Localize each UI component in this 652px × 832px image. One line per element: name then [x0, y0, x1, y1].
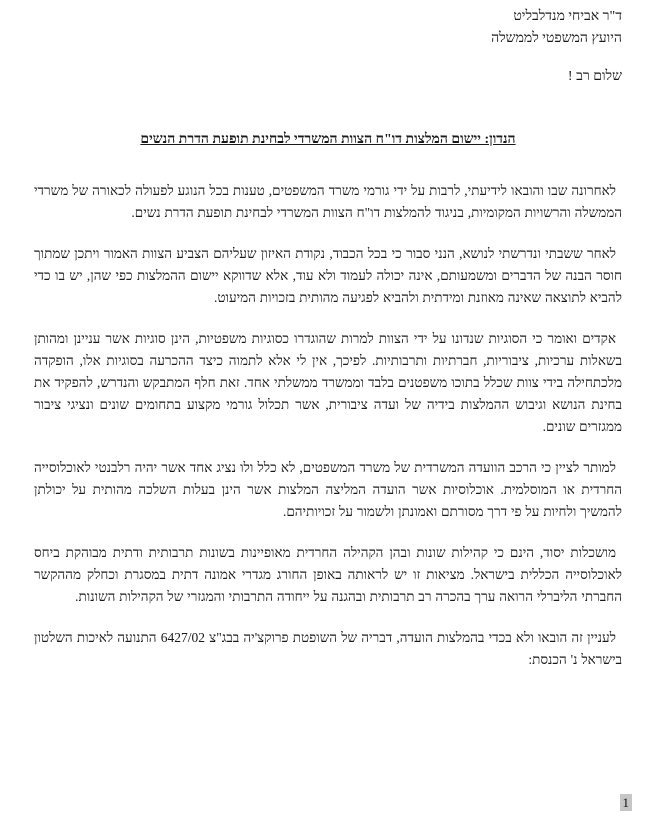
recipient-title: היועץ המשפטי לממשלה	[491, 31, 622, 46]
paragraph: לעניין זה הובאו ולא בכדי בהמלצות הועדה, דבריה של השופטת פרוקצ'יה בבג"צ 6427/02 התנועה לאיכות השלטון בישראל נ' הכנסת:	[34, 630, 622, 667]
paragraph: לאחרונה שבו והובאו לידיעתי, לרבות על ידי גורמי משרד המשפטים, טענות בכל הנוגע לפעולה לכאורה של משרדי הממשלה והרשויות המקומיות, בניגוד להמלצות דו"ח הצוות המשרדי לבחינת תופעת הדרת נשים.	[34, 183, 622, 220]
letter-header	[34, 6, 622, 50]
paragraph: אקדים ואומר כי הסוגיות שנדונו על ידי הצוות למרות שהוגדרו כסוגיות משפטיות, הינן סוגיות אשר עניינן ומהותן בשאלות ערכיות, ציבוריות, חברתיות ותרבותיות. לפיכך, אין לי אלא לתמוה כיצד ההכרעה בסוגיות אלו, הופקדה מלכתחילה בידי צוות שכלל בתוכו משפטנים בלבד וממשרד ממשלתי אחד. זאת חלף המתבקש והנדרש, להפקיד את בחינת הנושא וגיבוש ההמלצות בידיה של ועדה ציבורית, אשר תכלול גורמי מקצוע בתחומים שונים ונציגי ציבור ממגזרים שונים.	[34, 331, 622, 434]
greeting-line: שלום רב !	[567, 69, 622, 84]
paragraph: לאחר ששבתי ונדרשתי לנושא, הנני סבור כי בכל הכבוד, נקודת האיזון שעליהם הצביע הצוות האמור ויתכן שמתוך חוסר הבנה של הדברים ומשמעותם, אינה יכולה לעמוד ולא עוד, אלא שדווקא יישום ההמלצות כפי שהן, יש בו כדי להביא לתוצאה שאינה מאוזנת ומידתית ולהביא לפגיעה מהותית בזכויות המיעוט.	[34, 246, 622, 305]
subject-heading	[34, 130, 622, 150]
letter-body	[34, 180, 622, 671]
paragraph: מושכלות יסוד, הינם כי קהילות שונות ובהן הקהילה החרדית מאופיינות בשונות תרבותית ודתית מבוהקת ביחס לאוכלוסייה הכללית בישראל. מציאות זו יש לראותה באופן החורג מגדרי אמונה דתית במסגרת וכחלק מההקשר החברתי הליברלי הרואה ערך בהכרה רב תרבותית ובהגנה על ייחודה התרבותי והמגזרי של הקהילות השונות.	[34, 545, 622, 604]
paragraph: למותר לציין כי הרכב הוועדה המשרדית של משרד המשפטים, לא כלל ולו נציג אחד אשר יהיה רלבנטי לאוכלוסייה החרדית או המוסלמית. אוכלוסיות אשר הועדה המליצה המלצות אשר הינן בעלות השלכה מהותית על יכולתן להמשיך ולחיות על פי דרך מסורתם ואמונתן ולשמור על זכויותיהם.	[34, 460, 622, 519]
recipient-name: ד"ר אביחי מנדלבליט	[513, 9, 622, 24]
subject-text: הנדון: יישום המלצות דו"ח הצוות המשרדי לבחינת תופעת הדרת הנשים	[140, 132, 516, 147]
page-number: 1	[620, 794, 633, 811]
